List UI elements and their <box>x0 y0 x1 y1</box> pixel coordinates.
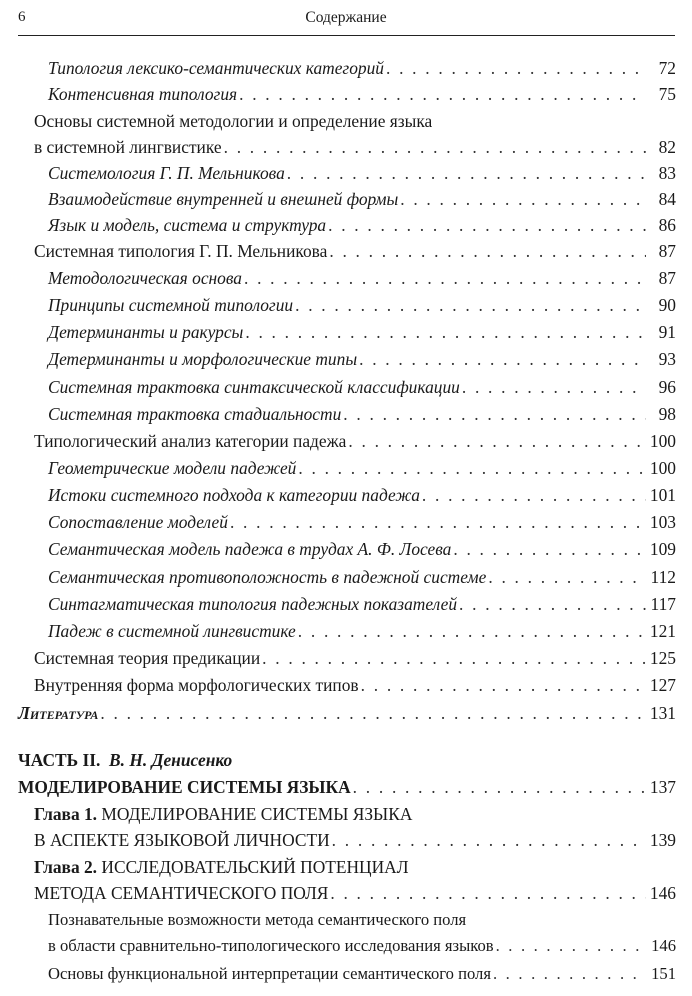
toc-page: 151 <box>651 964 676 983</box>
toc-page: 90 <box>658 295 676 315</box>
toc-page: 86 <box>658 215 676 235</box>
toc-page: 146 <box>651 936 676 955</box>
toc-page: 117 <box>650 594 676 614</box>
toc-page: 127 <box>649 675 676 695</box>
toc-page: 103 <box>649 512 676 532</box>
toc-page: 125 <box>649 648 676 668</box>
chapter-prefix: Глава 2. <box>34 857 98 877</box>
toc-page: 121 <box>649 621 676 641</box>
toc-page: 87 <box>658 268 676 288</box>
part-heading <box>18 750 232 771</box>
toc-page: 91 <box>658 322 676 342</box>
part-author: В. Н. Денисенко <box>109 750 233 770</box>
toc-page: 112 <box>650 567 676 587</box>
toc-page: 84 <box>658 189 676 209</box>
toc-page: 75 <box>658 84 676 104</box>
toc-page: 96 <box>658 377 676 397</box>
toc-page: 100 <box>649 458 676 478</box>
toc-page: 98 <box>658 404 676 424</box>
toc-page: 101 <box>649 485 676 505</box>
page-number: 6 <box>18 9 26 25</box>
toc-page: 87 <box>658 241 676 261</box>
toc-page: 82 <box>658 137 676 157</box>
toc-page: 131 <box>649 703 676 723</box>
toc-page: 100 <box>649 431 676 451</box>
part-label: ЧАСТЬ II. <box>18 750 101 770</box>
running-title: Содержание <box>305 9 387 26</box>
toc-page: 139 <box>649 830 676 850</box>
toc-page: 72 <box>658 58 676 78</box>
chapter-prefix: Глава 1. <box>34 804 98 824</box>
toc-page: 109 <box>649 539 676 559</box>
toc-page: 83 <box>658 163 676 183</box>
header-rule <box>18 35 675 36</box>
toc-page: 137 <box>649 777 676 797</box>
toc-page: 93 <box>658 349 676 369</box>
toc-page: 146 <box>649 883 676 903</box>
running-header <box>18 9 674 33</box>
